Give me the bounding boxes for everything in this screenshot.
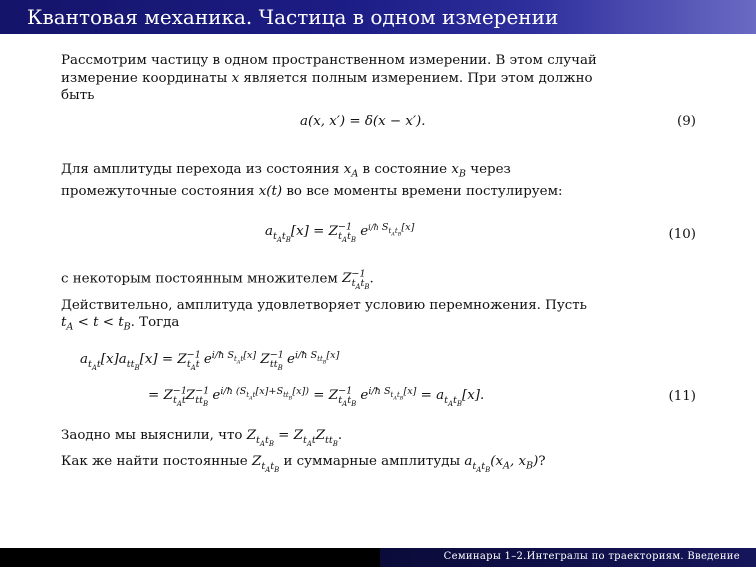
math-Z-tAtB: $Z_{t_At_B}$ xyxy=(252,454,280,474)
math-Z-product: $Z_{t_At_B} = Z_{t_At}Z_{tt_B}$ xyxy=(246,428,338,448)
text-line xyxy=(61,314,587,336)
equation-text: a(x, x′) = δ(x − x′). xyxy=(300,114,426,129)
text-line: Действительно, амплитуда удовлетворяет условию перемножения. Пусть xyxy=(61,297,587,313)
math-tA-t-tB: $t_A < t < t_B$ xyxy=(61,315,131,333)
equation-11-line2: = $Z^{-1}_{t_At}Z^{-1}_{tt_B}$ $e^{i/ħ (S_{t_At}[x]+S_{tt_B}[x])} = Z^{-1}_{t_At_B}$ $e^{i/ħ S_{t_At_B}[x]} = a_{t_At_B}[x]$. xyxy=(148,386,485,409)
paragraph-amplitude xyxy=(61,161,563,201)
text-span: измерение координаты xyxy=(61,70,232,86)
text-line: быть xyxy=(61,88,95,103)
slide-header xyxy=(0,0,756,34)
text-span: во все моменты времени постулируем: xyxy=(282,184,563,200)
text-span: через xyxy=(465,162,511,177)
math-xB: $x_B$ xyxy=(451,162,466,180)
text-span: является полным измерением. При этом должно xyxy=(239,70,593,86)
text-span: Для амплитуды перехода из состояния xyxy=(61,162,344,177)
math-a-total: $a_{t_At_B}(x_A$, $x_B$) xyxy=(464,454,539,474)
text-line: с некоторым постоянным множителем $Z^{-1}_{t_At_B}$. xyxy=(61,269,374,292)
text-line: Заодно мы выяснили, что $Z_{t_At_B} = Z_{t_At}Z_{tt_B}$. xyxy=(61,428,343,448)
math-x-of-t: x(t) xyxy=(258,184,283,200)
footer-text: Семинары 1–2.Интегралы по траекториям. Введение xyxy=(443,551,740,562)
text-line xyxy=(61,161,563,183)
text-line: Как же найти постоянные $Z_{t_At_B}$ и суммарные амплитуды $a_{t_At_B}(x_A$, $x_B$)? xyxy=(61,454,546,474)
equation-number-11: (11) xyxy=(668,389,696,404)
slide-title: Квантовая механика. Частица в одном измерении xyxy=(27,5,559,29)
text-span: в состояние xyxy=(358,162,452,177)
text-line: Рассмотрим частицу в одном пространственном измерении. В этом случай xyxy=(61,53,597,68)
text-span: с некоторым постоянным множителем xyxy=(61,271,343,287)
math-x: x xyxy=(231,70,240,86)
text-span: Как же найти постоянные xyxy=(61,454,252,470)
equation-9 xyxy=(300,114,425,129)
paragraph-conclusion xyxy=(61,427,546,479)
footer-panel xyxy=(380,548,756,567)
equation-number-9: (9) xyxy=(677,114,696,129)
text-span: и суммарные амплитуды xyxy=(279,454,465,470)
slide-footer xyxy=(0,548,756,567)
text-span: промежуточные состояния xyxy=(61,184,259,200)
equation-number-10: (10) xyxy=(668,227,696,242)
math-Z-inverse: $Z^{-1}_{t_At_B}$ xyxy=(342,269,370,292)
paragraph-constant xyxy=(61,266,587,336)
text-span: . Тогда xyxy=(130,315,180,331)
math-xA: $x_A$ xyxy=(343,162,359,180)
text-line xyxy=(61,183,563,201)
text-span: Заодно мы выяснили, что xyxy=(61,428,247,443)
text-line xyxy=(61,70,597,88)
equation-10: $a_{t_At_B}[x] = Z^{-1}_{t_At_B}$ $e^{i/ħ S_{t_At_B}[x]}$ xyxy=(265,222,415,245)
equation-11-line1: $a_{t_At}[x]a_{tt_B}[x] = Z^{-1}_{t_At}$ $e^{i/ħ S_{t_At}[x]}$ $Z^{-1}_{tt_B}$ $e^{i/ħ S_{tt_B}[x]}$ xyxy=(80,350,340,373)
paragraph-intro xyxy=(61,52,597,105)
